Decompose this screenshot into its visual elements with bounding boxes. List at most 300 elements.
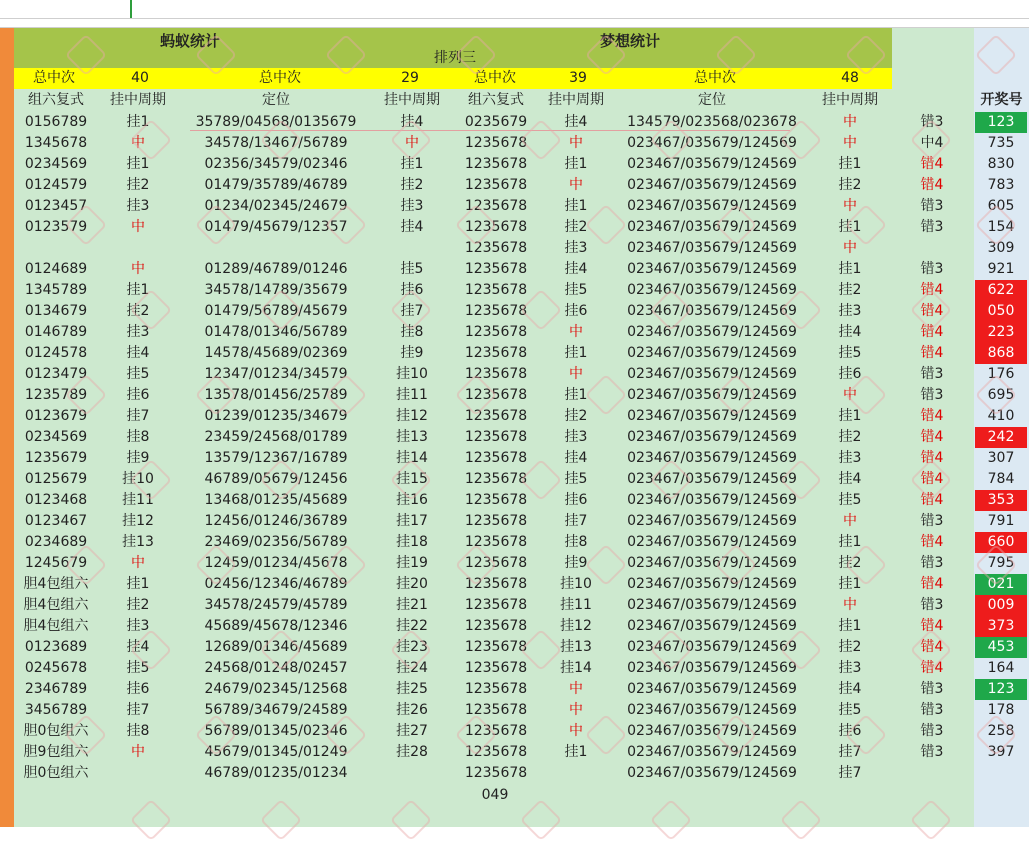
- cell-cycle-a: 挂1: [126, 156, 150, 172]
- cell-position-b: 023467/035679/124569: [627, 639, 797, 655]
- cell-group6-a: 1345789: [24, 282, 88, 298]
- cell-position-b: 023467/035679/124569: [627, 555, 797, 571]
- cell-cycle-a: 挂1: [126, 114, 150, 130]
- cell-cycle-b: 挂24: [396, 660, 428, 676]
- cell-group6-a: 0123468: [24, 492, 88, 508]
- cell-cycle-c: 挂3: [564, 240, 588, 256]
- cell-result: 错3: [920, 513, 944, 529]
- cell-cycle-a: 挂7: [126, 702, 150, 718]
- cell-cycle-b: 挂21: [396, 597, 428, 613]
- cell-cycle-b: 挂28: [396, 744, 428, 760]
- cell-draw-number: 791: [987, 513, 1015, 529]
- spreadsheet-top-strip: [0, 0, 1029, 28]
- total-hits-label-2: 总中次: [259, 70, 301, 86]
- cell-group6-a: 胆4包组六: [23, 597, 89, 613]
- cell-cycle-b: 挂26: [396, 702, 428, 718]
- cell-cycle-c: 挂1: [564, 198, 588, 214]
- cell-group6-b: 1235678: [464, 723, 528, 739]
- cell-cycle-a: 挂1: [126, 282, 150, 298]
- cell-group6-a: 胆0包组六: [23, 765, 89, 781]
- cell-group6-a: 0124579: [24, 177, 88, 193]
- col-header-position-b: 定位: [698, 92, 726, 108]
- cell-cycle-a: 挂4: [126, 639, 150, 655]
- cell-group6-a: 胆0包组六: [23, 723, 89, 739]
- cell-cycle-c: 中: [569, 702, 583, 718]
- col-header-group6-a: 组六复式: [28, 92, 84, 108]
- cell-position-a: 34578/13467/56789: [204, 135, 348, 151]
- cell-group6-a: 胆9包组六: [23, 744, 89, 760]
- cell-position-a: 02356/34579/02346: [204, 156, 348, 172]
- cell-cycle-a: 挂8: [126, 429, 150, 445]
- cell-position-b: 023467/035679/124569: [627, 471, 797, 487]
- cell-position-a: 56789/34679/24589: [204, 702, 348, 718]
- cell-draw-number: 605: [987, 198, 1015, 214]
- col-header-cycle-d: 挂中周期: [822, 92, 878, 108]
- cell-result: 错3: [920, 366, 944, 382]
- cell-cycle-b: 挂16: [396, 492, 428, 508]
- cell-cycle-d: 挂4: [838, 324, 862, 340]
- cell-cycle-d: 中: [843, 240, 857, 256]
- cell-group6-a: 1235789: [24, 387, 88, 403]
- cell-cycle-d: 中: [843, 114, 857, 130]
- cell-result: 中4: [920, 135, 944, 151]
- cell-position-a: 02456/12346/46789: [204, 576, 348, 592]
- cell-group6-a: 2346789: [24, 681, 88, 697]
- cell-cycle-c: 挂9: [564, 555, 588, 571]
- cell-cycle-a: 挂4: [126, 345, 150, 361]
- cell-position-a: 01239/01235/34679: [204, 408, 348, 424]
- cell-cycle-b: 挂23: [396, 639, 428, 655]
- cell-result: 错4: [920, 156, 944, 172]
- cell-result: 错3: [920, 744, 944, 760]
- cell-result: 错3: [920, 723, 944, 739]
- cell-position-b: 023467/035679/124569: [627, 240, 797, 256]
- cell-cycle-a: 挂7: [126, 408, 150, 424]
- cell-cycle-b: 挂8: [400, 324, 424, 340]
- col-header-cycle-a: 挂中周期: [110, 92, 166, 108]
- cell-position-a: 13579/12367/16789: [204, 450, 348, 466]
- cell-group6-b: 1235678: [464, 324, 528, 340]
- cell-cycle-a: 中: [131, 261, 145, 277]
- cell-group6-b: 1235678: [464, 450, 528, 466]
- cell-position-a: 45679/01345/01249: [204, 744, 348, 760]
- cell-group6-b: 1235678: [464, 534, 528, 550]
- cell-result: 错3: [920, 114, 944, 130]
- cell-position-a: 01479/35789/46789: [204, 177, 348, 193]
- cell-cycle-a: [100, 763, 176, 784]
- cell-cycle-d: 挂6: [838, 723, 862, 739]
- cell-group6-b: 1235678: [464, 681, 528, 697]
- col-header-position-a: 定位: [262, 92, 290, 108]
- cell-position-b: 023467/035679/124569: [627, 261, 797, 277]
- cell-cycle-c: 挂1: [564, 156, 588, 172]
- cell-group6-a: 0123467: [24, 513, 88, 529]
- cell-draw-number: 795: [987, 555, 1015, 571]
- cell-result: 错4: [920, 639, 944, 655]
- cell-group6-b: 1235678: [464, 156, 528, 172]
- dream-stats-title: 梦想统计: [599, 32, 660, 50]
- col-header-draw-number: 开奖号: [980, 92, 1023, 108]
- cell-result: 错3: [920, 219, 944, 235]
- cell-position-b: 023467/035679/124569: [627, 177, 797, 193]
- cell-cycle-c: 挂13: [560, 639, 592, 655]
- cell-group6-b: 1235678: [464, 408, 528, 424]
- cell-result: 错4: [920, 282, 944, 298]
- cell-cycle-b: 挂19: [396, 555, 428, 571]
- cell-draw-number: [975, 763, 1027, 784]
- cell-cycle-c: 中: [569, 135, 583, 151]
- cell-cycle-d: 挂2: [838, 429, 862, 445]
- cell-result: 错3: [920, 702, 944, 718]
- cell-position-a: 14578/45689/02369: [204, 345, 348, 361]
- cell-group6-a: 0123579: [24, 219, 88, 235]
- cell-group6-b: 1235678: [464, 471, 528, 487]
- cell-draw-number: 695: [987, 387, 1015, 403]
- cell-group6-a: 0234569: [24, 429, 88, 445]
- cell-group6-a: 0123679: [24, 408, 88, 424]
- cell-group6-a: 0123689: [24, 639, 88, 655]
- cell-position-a: 12459/01234/45678: [204, 555, 348, 571]
- cell-position-b: 023467/035679/124569: [627, 408, 797, 424]
- cell-group6-a: 0123479: [24, 366, 88, 382]
- cell-group6-a: 0124689: [24, 261, 88, 277]
- cell-result: 错4: [920, 429, 944, 445]
- cell-cycle-b: 挂5: [400, 261, 424, 277]
- cell-draw-number: 009: [975, 595, 1027, 616]
- cell-cycle-b: 挂12: [396, 408, 428, 424]
- cell-position-b: 023467/035679/124569: [627, 387, 797, 403]
- cell-cycle-d: 挂3: [838, 303, 862, 319]
- cell-cycle-d: 挂1: [838, 576, 862, 592]
- cell-draw-number: 373: [975, 616, 1027, 637]
- cell-result: 错4: [920, 576, 944, 592]
- cell-cycle-c: 挂1: [564, 387, 588, 403]
- cell-draw-number: 307: [987, 450, 1015, 466]
- col-header-cycle-b: 挂中周期: [384, 92, 440, 108]
- cell-cycle-b: 挂1: [400, 156, 424, 172]
- cell-group6-a: 胆4包组六: [23, 576, 89, 592]
- cell-cycle-c: 挂10: [560, 576, 592, 592]
- cell-draw-number: 397: [987, 744, 1015, 760]
- cell-draw-number: 784: [987, 471, 1015, 487]
- col-header-group6-b: 组六复式: [468, 92, 524, 108]
- cell-cycle-c: 挂7: [564, 513, 588, 529]
- cell-position-a: 56789/01345/02346: [204, 723, 348, 739]
- cell-cycle-b: 挂18: [396, 534, 428, 550]
- cell-draw-number: 050: [975, 301, 1027, 322]
- total-hits-value-2: 29: [401, 70, 419, 86]
- cell-group6-b: 1235678: [464, 240, 528, 256]
- cell-position-a: 23459/24568/01789: [204, 429, 348, 445]
- cell-group6-b: 1235678: [464, 282, 528, 298]
- cell-position-a: 34578/24579/45789: [204, 597, 348, 613]
- cell-cycle-c: 挂6: [564, 303, 588, 319]
- cell-cycle-a: 挂2: [126, 303, 150, 319]
- cell-result: 错3: [920, 681, 944, 697]
- cell-cycle-d: 挂2: [838, 639, 862, 655]
- cell-group6-a: 3456789: [24, 702, 88, 718]
- cell-position-a: 24679/02345/12568: [204, 681, 348, 697]
- cell-position-a: 24568/01248/02457: [204, 660, 348, 676]
- cell-group6-a: 0245678: [24, 660, 88, 676]
- cell-position-a: 12456/01246/36789: [204, 513, 348, 529]
- cell-draw-number: 223: [975, 322, 1027, 343]
- cell-cycle-d: 挂5: [838, 492, 862, 508]
- cell-draw-number: 164: [987, 660, 1015, 676]
- cell-cycle-b: 挂13: [396, 429, 428, 445]
- cell-draw-number: 660: [975, 532, 1027, 553]
- total-hits-label-4: 总中次: [694, 70, 736, 86]
- column-marker: [130, 0, 132, 18]
- cell-group6-b: 1235678: [464, 660, 528, 676]
- cell-cycle-c: 挂2: [564, 219, 588, 235]
- cell-group6-a: 1245679: [24, 555, 88, 571]
- cell-position-b: 023467/035679/124569: [627, 765, 797, 781]
- cell-cycle-d: 挂4: [838, 681, 862, 697]
- cell-cycle-a: 中: [131, 135, 145, 151]
- cell-cycle-c: 挂14: [560, 660, 592, 676]
- cell-cycle-a: 挂3: [126, 198, 150, 214]
- cell-group6-b: 1235678: [464, 513, 528, 529]
- cell-position-a: 13578/01456/25789: [204, 387, 348, 403]
- cell-result: 错4: [920, 492, 944, 508]
- cell-cycle-a: 挂2: [126, 177, 150, 193]
- cell-cycle-d: 挂3: [838, 450, 862, 466]
- cell-position-b: 023467/035679/124569: [627, 492, 797, 508]
- cell-cycle-b: 挂17: [396, 513, 428, 529]
- cell-result: 错4: [920, 534, 944, 550]
- cell-group6-b: 1235678: [464, 765, 528, 781]
- cell-cycle-b: 挂14: [396, 450, 428, 466]
- cell-cycle-a: 挂13: [122, 534, 154, 550]
- cell-group6-a: 0156789: [24, 114, 88, 130]
- cell-cycle-b: [374, 238, 450, 259]
- cell-position-b: 023467/035679/124569: [627, 618, 797, 634]
- cell-group6-a: 胆4包组六: [23, 618, 89, 634]
- cell-group6-a: 1345678: [24, 135, 88, 151]
- cell-result: 错4: [920, 177, 944, 193]
- cell-result: 错4: [920, 324, 944, 340]
- cell-cycle-a: 中: [131, 555, 145, 571]
- cell-cycle-d: 挂7: [838, 744, 862, 760]
- total-hits-value-3: 39: [569, 70, 587, 86]
- cell-group6-b: 1235678: [464, 492, 528, 508]
- cell-position-a: 13468/01235/45689: [204, 492, 348, 508]
- cell-position-a: 46789/05679/12456: [204, 471, 348, 487]
- cell-cycle-a: 挂1: [126, 576, 150, 592]
- col-header-cycle-c: 挂中周期: [548, 92, 604, 108]
- cell-group6-b: 1235678: [464, 597, 528, 613]
- cell-cycle-a: [100, 238, 176, 259]
- cell-cycle-d: 挂1: [838, 219, 862, 235]
- cell-position-a: 01478/01346/56789: [204, 324, 348, 340]
- cell-position-a: 35789/04568/0135679: [195, 114, 357, 130]
- cell-cycle-d: 挂1: [838, 156, 862, 172]
- cell-cycle-b: 挂4: [400, 114, 424, 130]
- cell-cycle-b: 中: [405, 135, 419, 151]
- cell-cycle-b: 挂20: [396, 576, 428, 592]
- cell-cycle-a: 挂3: [126, 618, 150, 634]
- cell-draw-number: 154: [987, 219, 1015, 235]
- cell-draw-number: 453: [975, 637, 1027, 658]
- cell-cycle-a: 中: [131, 219, 145, 235]
- cell-cycle-b: 挂3: [400, 198, 424, 214]
- cell-result: 错4: [920, 408, 944, 424]
- cell-result: 错3: [920, 555, 944, 571]
- cell-cycle-d: 中: [843, 387, 857, 403]
- cell-position-b: 023467/035679/124569: [627, 723, 797, 739]
- cell-cycle-a: 挂5: [126, 660, 150, 676]
- cell-cycle-b: 挂11: [396, 387, 428, 403]
- cell-draw-number: 735: [987, 135, 1015, 151]
- cell-cycle-d: 中: [843, 198, 857, 214]
- total-hits-label-1: 总中次: [33, 70, 75, 86]
- cell-position-b: 134579/023568/023678: [627, 114, 797, 130]
- ant-stats-title: 蚂蚁统计: [159, 32, 220, 50]
- cell-position-b: 023467/035679/124569: [627, 324, 797, 340]
- cell-group6-b: 1235678: [464, 576, 528, 592]
- cell-draw-number: 622: [975, 280, 1027, 301]
- cell-result: 错4: [920, 345, 944, 361]
- cell-result: 错4: [920, 618, 944, 634]
- cell-cycle-a: 挂12: [122, 513, 154, 529]
- cell-position-b: 023467/035679/124569: [627, 156, 797, 172]
- cell-cycle-d: 挂4: [838, 471, 862, 487]
- cell-cycle-c: 挂5: [564, 471, 588, 487]
- cell-group6-a: 0234689: [24, 534, 88, 550]
- cell-cycle-c: 中: [569, 324, 583, 340]
- cell-result: 错3: [920, 261, 944, 277]
- cell-position-b: 023467/035679/124569: [627, 219, 797, 235]
- cell-position-b: 023467/035679/124569: [627, 450, 797, 466]
- cell-result: [890, 238, 974, 259]
- total-hits-value-4: 48: [841, 70, 859, 86]
- cell-position-b: 023467/035679/124569: [627, 198, 797, 214]
- cell-result: 错3: [920, 198, 944, 214]
- cell-draw-number: 783: [987, 177, 1015, 193]
- cell-position-b: 023467/035679/124569: [627, 534, 797, 550]
- cell-position-b: 023467/035679/124569: [627, 135, 797, 151]
- cell-cycle-c: 挂4: [564, 261, 588, 277]
- cell-position-b: 023467/035679/124569: [627, 366, 797, 382]
- cell-cycle-b: 挂27: [396, 723, 428, 739]
- cell-group6-b: 1235678: [464, 135, 528, 151]
- cell-result: 错4: [920, 471, 944, 487]
- cell-group6-b: 1235678: [464, 429, 528, 445]
- cell-position-b: 023467/035679/124569: [627, 282, 797, 298]
- cell-position-a: 34578/14789/35679: [204, 282, 348, 298]
- cell-cycle-b: 挂9: [400, 345, 424, 361]
- cell-cycle-d: 挂5: [838, 345, 862, 361]
- cell-draw-number: 353: [975, 490, 1027, 511]
- cell-draw-number: 021: [975, 574, 1027, 595]
- cell-cycle-a: 挂10: [122, 471, 154, 487]
- cell-draw-number: 178: [987, 702, 1015, 718]
- cell-group6-a: 0234569: [24, 156, 88, 172]
- cell-cycle-d: 中: [843, 513, 857, 529]
- cell-group6-b: 1235678: [464, 618, 528, 634]
- cell-draw-number: 176: [987, 366, 1015, 382]
- cell-position-a: 01234/02345/24679: [204, 198, 348, 214]
- cell-cycle-c: 挂3: [564, 429, 588, 445]
- cell-cycle-b: 挂22: [396, 618, 428, 634]
- cell-group6-b: 1235678: [464, 219, 528, 235]
- cell-cycle-d: 挂2: [838, 177, 862, 193]
- cell-cycle-d: 挂3: [838, 660, 862, 676]
- cell-draw-number: 123: [975, 679, 1027, 700]
- cell-position-a: 23469/02356/56789: [204, 534, 348, 550]
- cell-group6-b: 1235678: [464, 387, 528, 403]
- footer-number: 049: [481, 787, 509, 803]
- cell-cycle-d: 挂2: [838, 282, 862, 298]
- cell-group6-b: 1235678: [464, 345, 528, 361]
- total-hits-value-1: 40: [131, 70, 149, 86]
- cell-cycle-a: 中: [131, 744, 145, 760]
- cell-cycle-c: 中: [569, 723, 583, 739]
- cell-position-a: 12347/01234/34579: [204, 366, 348, 382]
- cell-cycle-a: 挂9: [126, 450, 150, 466]
- cell-result: 错4: [920, 660, 944, 676]
- cell-cycle-c: 挂2: [564, 408, 588, 424]
- cell-cycle-c: 挂11: [560, 597, 592, 613]
- cell-cycle-b: 挂7: [400, 303, 424, 319]
- cell-position-b: 023467/035679/124569: [627, 513, 797, 529]
- cell-group6-a: 0134679: [24, 303, 88, 319]
- cell-cycle-a: 挂6: [126, 681, 150, 697]
- cell-result: [890, 763, 974, 784]
- cell-cycle-c: 中: [569, 681, 583, 697]
- cell-position-b: 023467/035679/124569: [627, 702, 797, 718]
- cell-cycle-c: 挂4: [564, 114, 588, 130]
- cell-cycle-c: 挂12: [560, 618, 592, 634]
- cell-cycle-d: 中: [843, 597, 857, 613]
- cell-position-b: 023467/035679/124569: [627, 597, 797, 613]
- cell-cycle-c: 挂5: [564, 282, 588, 298]
- cell-cycle-b: 挂25: [396, 681, 428, 697]
- cell-cycle-d: 挂5: [838, 702, 862, 718]
- cell-group6-b: 1235678: [464, 555, 528, 571]
- cell-draw-number: 123: [975, 112, 1027, 133]
- cell-cycle-c: [538, 763, 614, 784]
- cell-draw-number: 242: [975, 427, 1027, 448]
- cell-group6-b: 1235678: [464, 177, 528, 193]
- cell-draw-number: 258: [987, 723, 1015, 739]
- cell-position-b: 023467/035679/124569: [627, 429, 797, 445]
- lottery-subtitle: 排列三: [434, 50, 476, 66]
- cell-cycle-b: 挂2: [400, 177, 424, 193]
- cell-position-a: 12689/01346/45689: [204, 639, 348, 655]
- cell-cycle-c: 挂1: [564, 744, 588, 760]
- cell-position-a: 01289/46789/01246: [204, 261, 348, 277]
- cell-cycle-b: 挂15: [396, 471, 428, 487]
- cell-draw-number: 410: [987, 408, 1015, 424]
- cell-cycle-d: 挂1: [838, 261, 862, 277]
- cell-cycle-a: 挂6: [126, 387, 150, 403]
- cell-cycle-c: 挂4: [564, 450, 588, 466]
- cell-cycle-a: 挂3: [126, 324, 150, 340]
- cell-cycle-d: 挂6: [838, 366, 862, 382]
- cell-result: 错4: [920, 303, 944, 319]
- left-orange-strip: [0, 28, 14, 827]
- cell-group6-a: 0123457: [24, 198, 88, 214]
- cell-group6-b: 1235678: [464, 702, 528, 718]
- cell-cycle-d: 挂1: [838, 408, 862, 424]
- cell-cycle-c: 挂6: [564, 492, 588, 508]
- cell-position-a: 45689/45678/12346: [204, 618, 348, 634]
- total-hits-label-3: 总中次: [474, 70, 516, 86]
- cell-group6-b: 1235678: [464, 639, 528, 655]
- cell-position-a: 01479/45679/12357: [204, 219, 348, 235]
